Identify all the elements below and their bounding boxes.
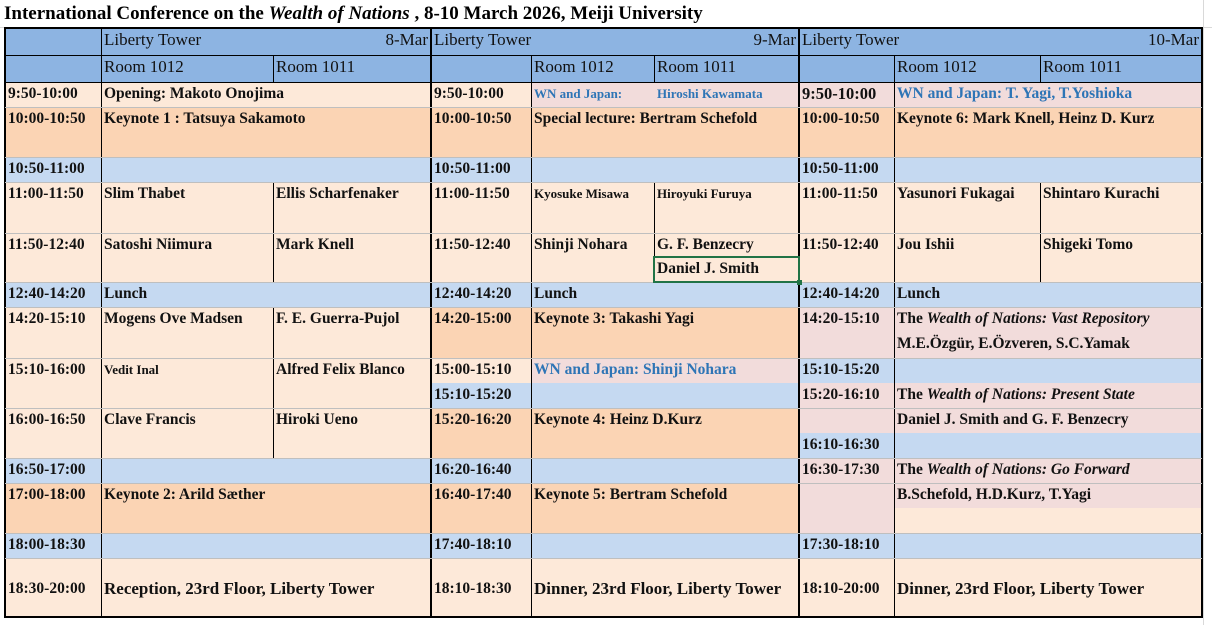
panel-title-italic: Wealth of Nations: Vast Repository [926,310,1150,327]
time-cell[interactable]: 15:20-16:10 [799,383,894,433]
time-cell[interactable]: 10:50-11:00 [799,157,894,182]
time-cell[interactable]: 9:50-10:00 [799,82,894,107]
day3-venue[interactable]: Liberty Tower [799,28,1049,55]
session-cell[interactable]: Mark Knell [273,233,431,282]
panel-title-prefix: The [897,461,927,478]
session-cell[interactable]: Yasunori Fukagai [894,182,1040,233]
border-line [4,616,1203,618]
panel-title-cell[interactable] [894,458,1202,483]
day1-date[interactable]: 8-Mar [341,28,431,55]
dinner-cell[interactable]: Dinner, 23rd Floor, Liberty Tower [531,558,799,617]
reception-cell[interactable]: Reception, 23rd Floor, Liberty Tower [101,558,431,617]
time-cell[interactable]: 16:00-16:50 [5,408,101,458]
time-cell[interactable]: 12:40-14:20 [5,282,101,307]
time-cell[interactable]: 16:50-17:00 [5,458,101,483]
lunch-cell[interactable]: Lunch [531,282,799,307]
break-cell[interactable] [101,533,431,558]
day3-room-a[interactable]: Room 1012 [894,55,1040,82]
time-cell[interactable]: 11:00-11:50 [799,182,894,233]
break-cell[interactable] [894,433,1202,458]
panel-speakers-cell[interactable]: Daniel J. Smith and G. F. Benzecry [894,408,1202,433]
time-cell[interactable]: 9:50-10:00 [431,82,531,107]
dinner-cell[interactable]: Dinner, 23rd Floor, Liberty Tower [894,558,1202,617]
panel-title-cell[interactable] [894,383,1202,408]
header-cell-empty[interactable] [5,55,101,82]
time-cell[interactable]: 11:00-11:50 [431,182,531,233]
border-line [5,408,1202,409]
time-cell[interactable]: 16:30-17:30 [799,458,894,533]
border-line [5,107,1202,108]
panel-title-prefix: The [897,310,927,327]
session-cell[interactable]: WN and Japan: [531,82,654,107]
session-cell[interactable]: Shintaro Kurachi [1040,182,1202,233]
border-line [654,55,655,82]
session-cell[interactable]: Hiroki Ueno [273,408,431,458]
border-line [4,27,1203,29]
border-line [5,307,1202,308]
conference-title[interactable] [4,0,703,27]
time-cell[interactable]: 14:20-15:10 [5,307,101,358]
border-line [5,282,1202,283]
keynote-cell[interactable]: Special lecture: Bertram Schefold [531,107,799,157]
time-cell[interactable]: 15:10-15:20 [799,358,894,383]
session-cell[interactable]: Hiroyuki Furuya [654,182,799,233]
time-cell[interactable]: 15:20-16:20 [431,408,531,458]
session-cell[interactable]: Opening: Makoto Onojima [101,82,431,107]
time-cell[interactable]: 18:00-18:30 [5,533,101,558]
session-cell[interactable]: Mogens Ove Madsen [101,307,273,358]
session-cell[interactable]: Jou Ishii [894,233,1040,282]
header-cell-empty[interactable] [431,55,531,82]
time-cell[interactable]: 11:00-11:50 [5,182,101,233]
border-line [5,182,1202,183]
border-line [5,157,1202,158]
selected-cell[interactable]: Daniel J. Smith [654,257,799,282]
border-line [5,358,1202,359]
day2-room-b[interactable]: Room 1011 [654,55,799,82]
keynote-cell[interactable]: Keynote 1 : Tatsuya Sakamoto [101,107,431,157]
time-cell[interactable]: 14:20-15:10 [799,307,894,358]
border-line [894,55,895,616]
time-cell[interactable]: 15:10-16:00 [5,358,101,408]
day2-venue[interactable]: Liberty Tower [431,28,671,55]
border-line [4,27,6,618]
border-line [531,55,532,616]
day-divider [430,27,432,618]
time-cell[interactable]: 10:00-10:50 [799,107,894,157]
time-cell[interactable]: 10:00-10:50 [5,107,101,157]
keynote-cell[interactable]: Keynote 6: Mark Knell, Heinz D. Kurz [894,107,1202,157]
time-cell[interactable]: 15:00-15:10 [431,358,531,383]
time-cell[interactable]: 15:10-15:20 [431,383,531,408]
session-cell[interactable]: Ellis Scharfenaker [273,182,431,233]
session-cell[interactable]: Shigeki Tomo [1040,233,1202,282]
fill-handle[interactable] [797,280,802,285]
time-cell[interactable]: 10:50-11:00 [5,157,101,182]
time-cell[interactable]: 18:10-20:00 [799,558,894,617]
keynote-cell[interactable]: Keynote 2: Arild Sæther [101,483,431,533]
title-prefix: International Conference on the [4,3,269,24]
session-cell[interactable]: Hiroshi Kawamata [654,82,799,107]
session-cell[interactable]: F. E. Guerra-Pujol [273,307,431,358]
day3-room-b[interactable]: Room 1011 [1040,55,1202,82]
panel-speakers-cell[interactable]: B.Schefold, H.D.Kurz, T.Yagi [894,483,1202,508]
time-cell[interactable]: 18:30-20:00 [5,558,101,617]
border-line [101,29,102,616]
session-cell[interactable]: Shinji Nohara [531,233,654,282]
session-cell[interactable]: Vedit Inal [101,358,273,408]
border-line [5,82,1202,83]
time-cell[interactable]: 10:00-10:50 [431,107,531,157]
session-cell[interactable]: Alfred Felix Blanco [273,358,431,408]
break-cell[interactable] [894,533,1202,558]
border-line [1040,55,1041,82]
day1-venue[interactable]: Liberty Tower [101,28,341,55]
panel-title-italic: Wealth of Nations: Present State [926,386,1135,403]
session-cell[interactable]: Satoshi Niimura [101,233,273,282]
time-cell[interactable]: 11:50-12:40 [431,233,531,282]
header-cell-empty[interactable] [5,28,101,55]
time-cell[interactable]: 16:20-16:40 [431,458,531,483]
time-cell[interactable]: 12:40-14:20 [431,282,531,307]
break-cell[interactable] [101,157,431,182]
break-cell[interactable] [101,458,431,483]
lunch-cell[interactable]: Lunch [894,282,1202,307]
border-line [273,307,274,458]
time-cell[interactable]: 17:30-18:10 [799,533,894,558]
border-line [5,483,1202,484]
time-cell[interactable]: 10:50-11:00 [431,157,531,182]
time-cell[interactable]: 18:10-18:30 [431,558,531,617]
keynote-cell[interactable]: Keynote 4: Heinz D.Kurz [531,408,799,458]
day-divider [798,27,800,618]
border-line [273,182,274,282]
time-cell[interactable]: 11:50-12:40 [799,233,894,282]
session-cell[interactable]: G. F. Benzecry [654,233,799,257]
time-cell[interactable]: 16:40-17:40 [431,483,531,533]
time-cell[interactable]: 9:50-10:00 [5,82,101,107]
session-cell[interactable]: Clave Francis [101,408,273,458]
session-cell[interactable]: WN and Japan: T. Yagi, T.Yoshioka [894,82,1202,107]
border-line [5,233,1202,234]
time-cell[interactable]: 14:20-15:00 [431,307,531,358]
border-line [5,533,1202,534]
panel-speakers-cell[interactable]: M.E.Özgür, E.Özveren, S.C.Yamak [894,332,1202,358]
break-cell[interactable] [531,458,799,483]
break-cell[interactable] [531,533,799,558]
border-line [273,55,274,82]
session-cell[interactable]: Slim Thabet [101,182,273,233]
border-line [5,55,1202,56]
keynote-cell[interactable]: Keynote 5: Bertram Schefold [531,483,799,533]
time-cell[interactable]: 11:50-12:40 [5,233,101,282]
border-line [5,558,1202,559]
title-suffix: , 8-10 March 2026, Meiji University [409,3,703,24]
border-line [5,458,1202,459]
panel-title-cell[interactable] [894,307,1202,332]
time-cell[interactable]: 17:40-18:10 [431,533,531,558]
day2-date[interactable]: 9-Mar [671,28,799,55]
break-cell[interactable] [531,157,799,182]
time-cell[interactable]: 17:00-18:00 [5,483,101,533]
break-cell[interactable] [894,358,1202,383]
panel-title-italic: Wealth of Nations: Go Forward [926,461,1130,478]
lunch-cell[interactable]: Lunch [101,282,431,307]
border-line [1040,182,1041,282]
panel-title-prefix: The [897,386,927,403]
session-cell[interactable]: Kyosuke Misawa [531,182,654,233]
break-cell[interactable] [894,157,1202,182]
empty-cell[interactable] [894,508,1202,533]
header-cell-empty[interactable] [799,55,894,82]
time-cell[interactable]: 16:10-16:30 [799,433,894,458]
title-italic: Wealth of Nations [268,3,410,24]
time-cell[interactable]: 12:40-14:20 [799,282,894,307]
keynote-cell[interactable]: Keynote 3: Takashi Yagi [531,307,799,358]
day3-date[interactable]: 10-Mar [1049,28,1202,55]
day1-room-a[interactable]: Room 1012 [101,55,273,82]
session-cell[interactable]: WN and Japan: Shinji Nohara [531,358,799,383]
active-cell-selection[interactable] [653,256,800,283]
border-line [1201,27,1203,618]
day1-room-b[interactable]: Room 1011 [273,55,431,82]
gridline [1203,0,1204,625]
break-cell[interactable] [531,383,799,408]
day2-room-a[interactable]: Room 1012 [531,55,654,82]
